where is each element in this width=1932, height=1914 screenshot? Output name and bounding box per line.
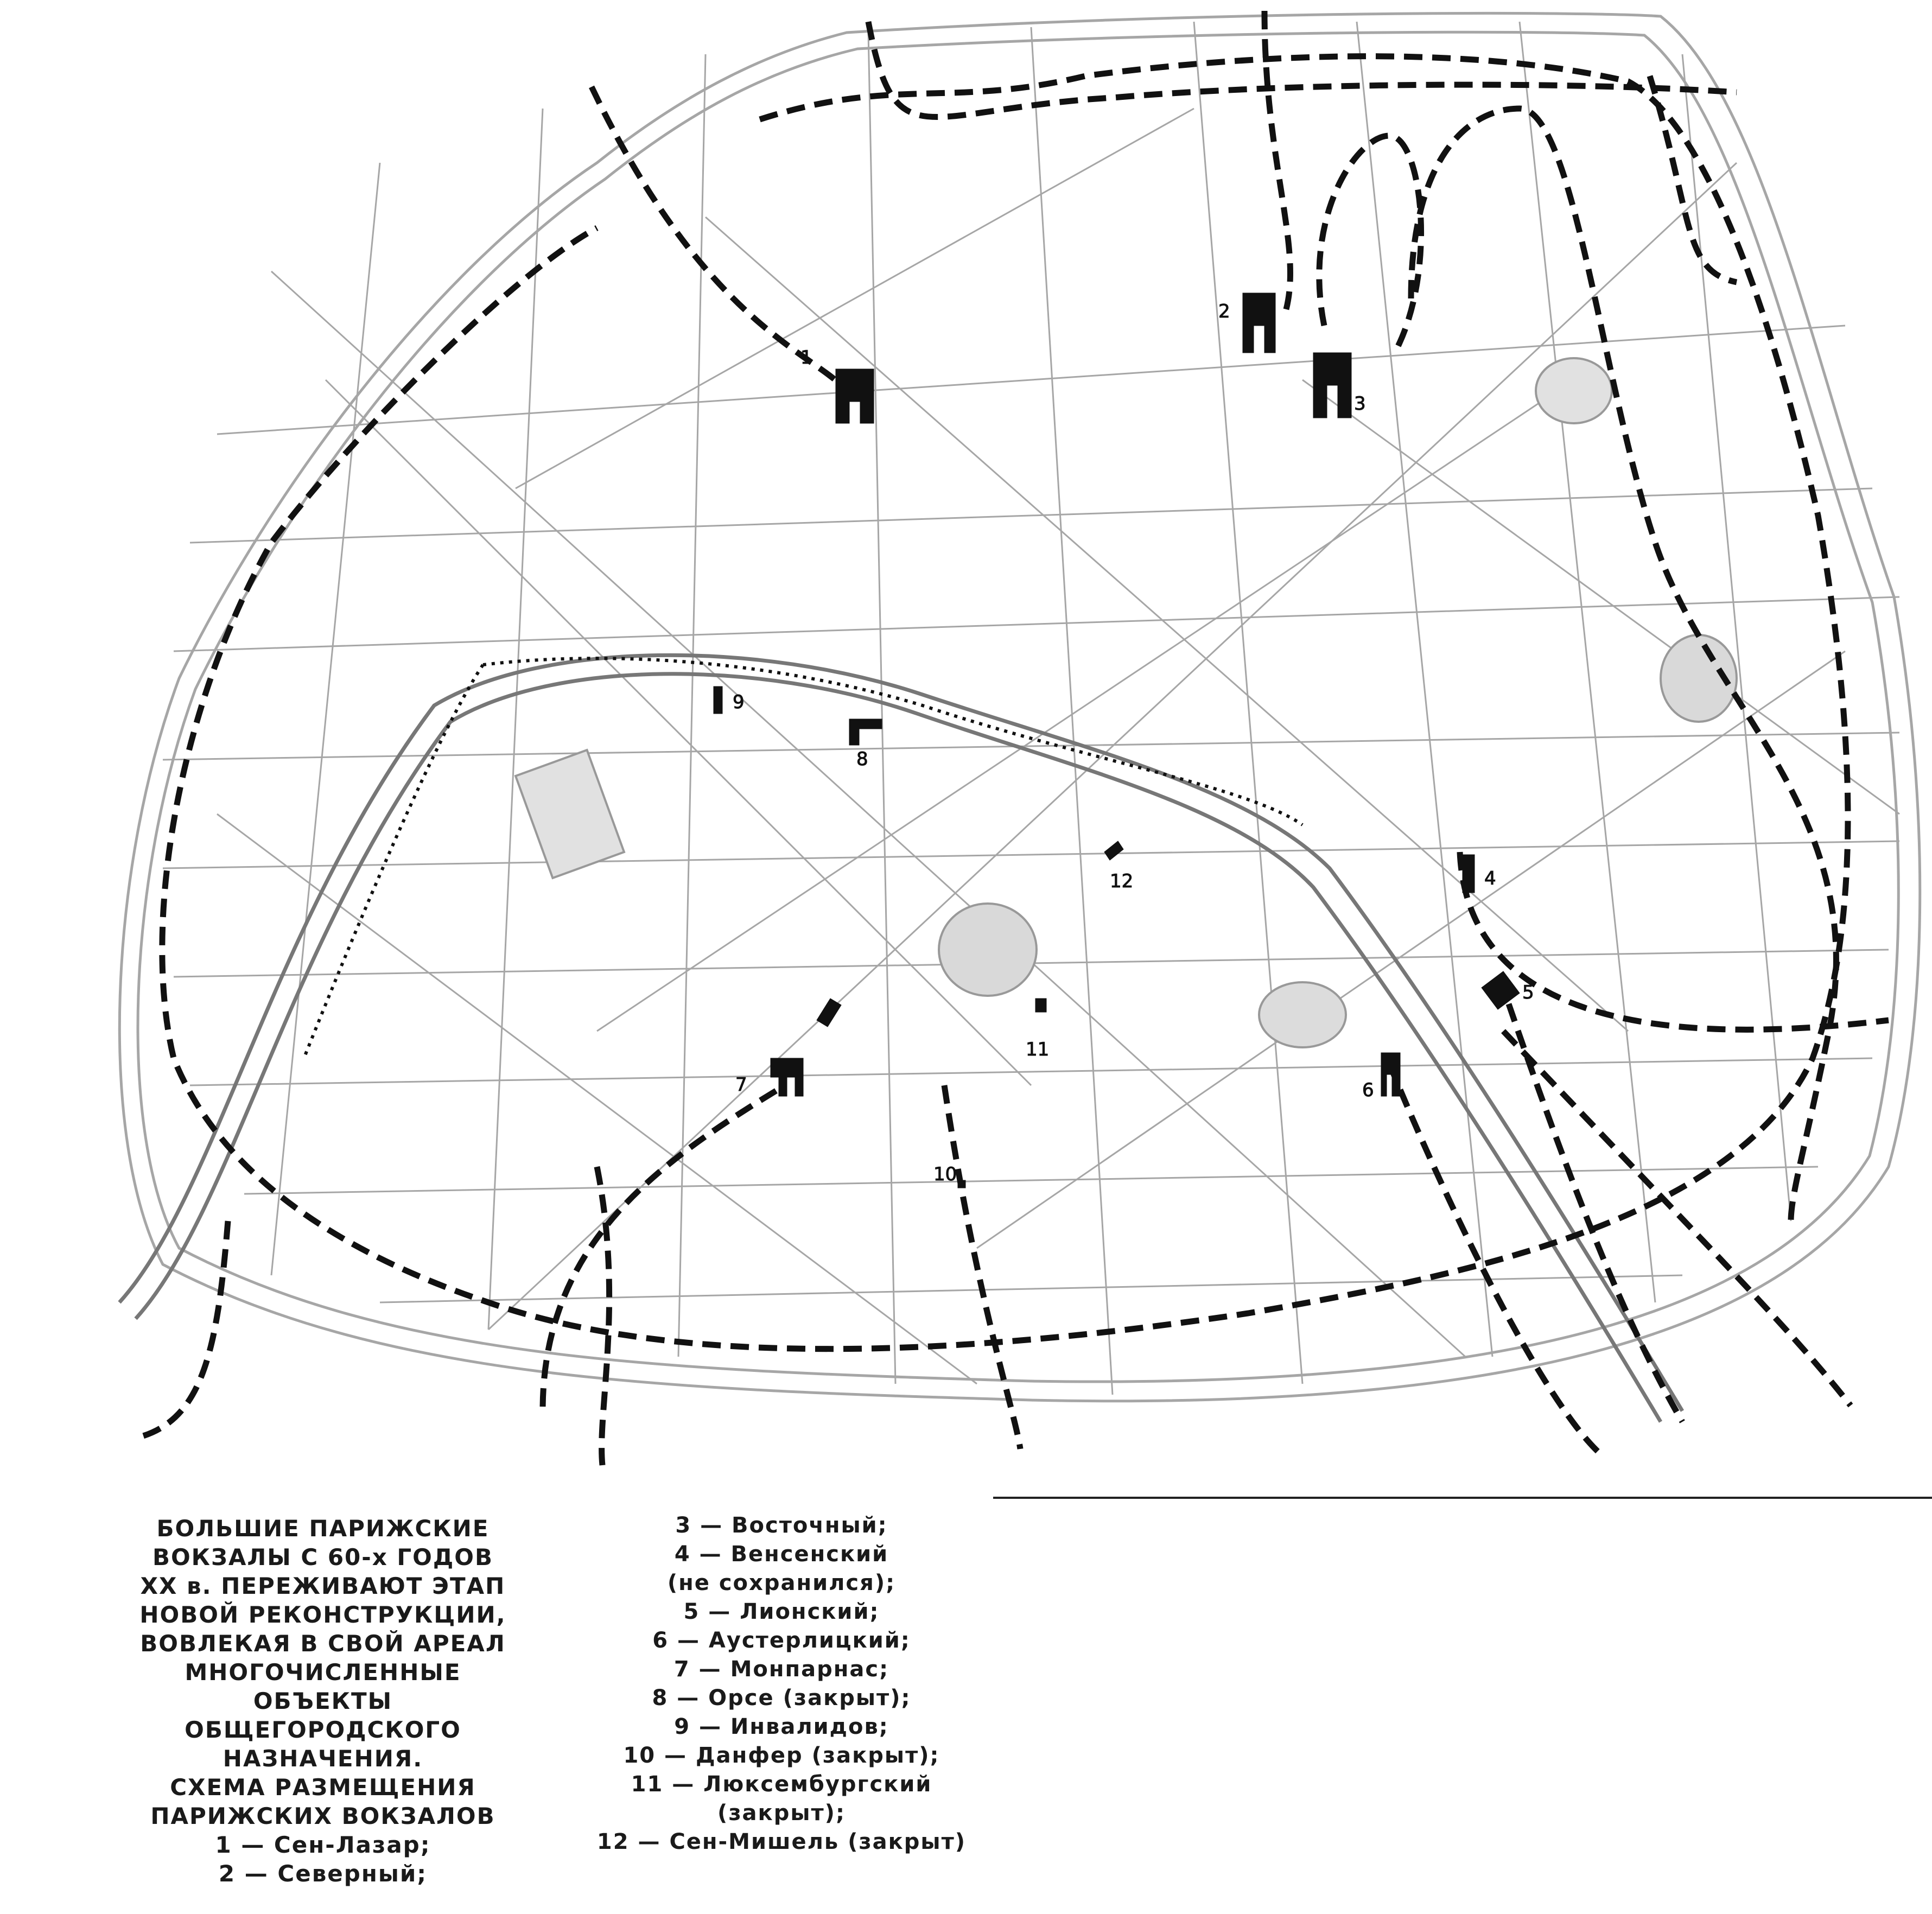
legend-item: 6 — Аустерлицкий; [652, 1628, 911, 1653]
station-label-5: 5 [1522, 982, 1534, 1003]
station-legend [564, 1511, 999, 1856]
legend-item: (закрыт); [717, 1801, 846, 1826]
caption-line: ВОКЗАЛЫ С 60-х ГОДОВ [152, 1544, 494, 1570]
legend-item: 4 — Венсенский [674, 1542, 889, 1567]
station-label-3: 3 [1354, 393, 1366, 415]
station-marker-1 [800, 347, 874, 423]
caption-line: ОБЪЕКТЫ [253, 1688, 393, 1714]
station-marker-2 [1218, 293, 1275, 353]
map-caption [98, 1514, 548, 1888]
separator-rule [993, 1497, 1932, 1499]
station-label-2: 2 [1218, 301, 1230, 322]
legend-item: 1 — Сен-Лазар; [215, 1832, 431, 1858]
legend-item: 11 — Люксембургский [631, 1772, 932, 1797]
caption-line: ОБЩЕГОРОДСКОГО [185, 1716, 461, 1743]
station-marker-12 [1104, 841, 1133, 892]
caption-line: ВОВЛЕКАЯ В СВОЙ АРЕАЛ [140, 1630, 506, 1657]
caption-line: XX в. ПЕРЕЖИВАЮТ ЭТАП [140, 1573, 506, 1599]
station-marker-7 [735, 999, 841, 1096]
street-network [119, 13, 1920, 1422]
station-marker-3 [1313, 353, 1366, 418]
station-label-8: 8 [856, 748, 868, 770]
station-label-12: 12 [1110, 870, 1134, 892]
legend-item: (не сохранился); [667, 1570, 896, 1595]
station-label-1: 1 [800, 347, 812, 368]
station-marker-6 [1362, 1053, 1400, 1101]
station-label-11: 11 [1026, 1039, 1050, 1060]
station-marker-8 [849, 719, 882, 770]
caption-line: БОЛЬШИЕ ПАРИЖСКИЕ [156, 1515, 490, 1542]
caption-line: ПАРИЖСКИХ ВОКЗАЛОВ [150, 1803, 495, 1829]
station-marker-4 [1463, 855, 1496, 893]
caption-line: СХЕМА РАЗМЕЩЕНИЯ [170, 1774, 476, 1801]
station-label-6: 6 [1362, 1079, 1374, 1101]
legend-item: 5 — Лионский; [683, 1599, 880, 1624]
station-label-10: 10 [933, 1163, 957, 1185]
legend-item: 12 — Сен-Мишель (закрыт) [596, 1829, 967, 1854]
legend-item: 9 — Инвалидов; [674, 1714, 889, 1739]
caption-line: МНОГОЧИСЛЕННЫЕ [185, 1659, 461, 1686]
station-label-9: 9 [733, 691, 745, 713]
caption-line: НАЗНАЧЕНИЯ. [223, 1745, 423, 1772]
legend-item: 8 — Орсе (закрыт); [652, 1686, 911, 1710]
railway-lines [136, 11, 1889, 1465]
legend-item: 3 — Восточный; [675, 1513, 888, 1538]
station-label-7: 7 [735, 1074, 747, 1096]
legend-item: 7 — Монпарнас; [673, 1657, 889, 1682]
station-marker-11 [1026, 999, 1049, 1060]
caption-line: НОВОЙ РЕКОНСТРУКЦИИ, [139, 1601, 506, 1628]
legend-item: 2 — Северный; [218, 1860, 428, 1887]
station-label-4: 4 [1484, 868, 1496, 889]
station-marker-9 [714, 686, 745, 714]
legend-item: 10 — Данфер (закрыт); [623, 1743, 940, 1768]
